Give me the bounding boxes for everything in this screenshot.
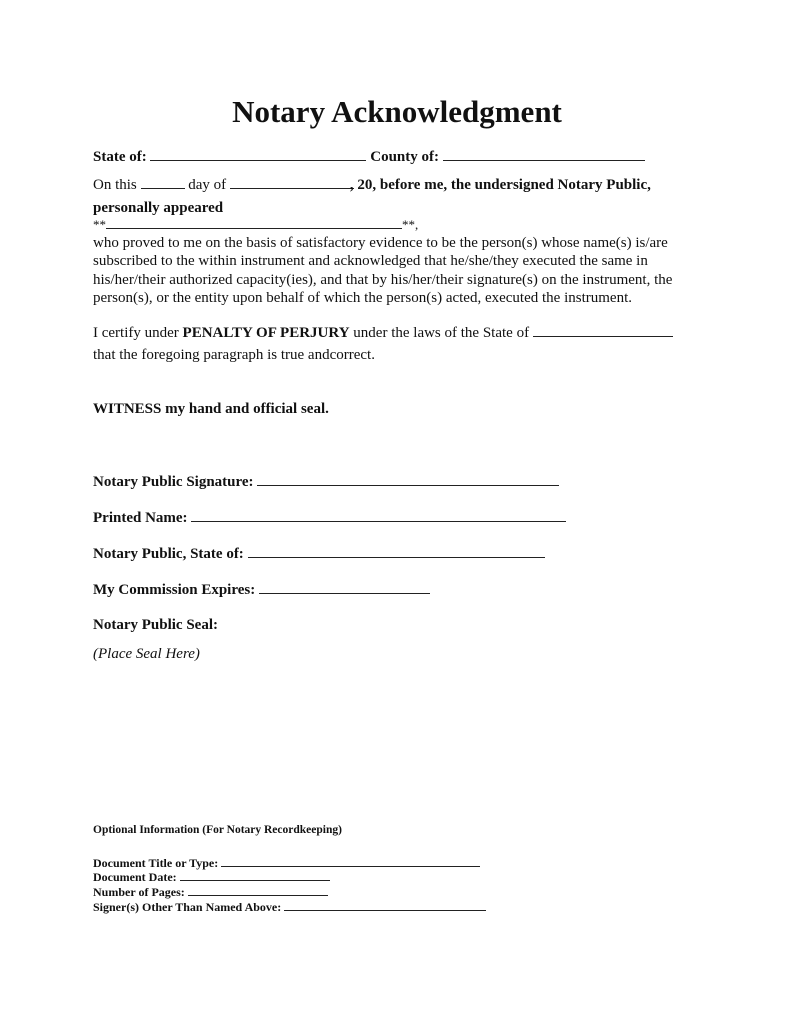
before-me-text: , 20, before me, the undersigned Notary Public, bbox=[349, 177, 651, 193]
seal-label: Notary Public Seal: bbox=[93, 617, 218, 633]
commission-field[interactable] bbox=[259, 580, 430, 594]
state-label: State of: bbox=[93, 149, 147, 165]
page-title: Notary Acknowledgment bbox=[232, 94, 562, 129]
pages-label: Number of Pages: bbox=[93, 885, 185, 899]
printed-name-field[interactable] bbox=[191, 508, 566, 522]
signers-label: Signer(s) Other Than Named Above: bbox=[93, 900, 282, 914]
day-field[interactable] bbox=[141, 175, 185, 189]
seal-hint: (Place Seal Here) bbox=[93, 646, 200, 662]
month-field[interactable] bbox=[230, 175, 354, 189]
printed-name-row bbox=[93, 508, 566, 527]
signature-field[interactable] bbox=[257, 472, 559, 486]
doc-title-row bbox=[93, 856, 480, 871]
pages-field[interactable] bbox=[188, 885, 328, 896]
certify-suffix: under the laws of the State of bbox=[353, 325, 530, 341]
doc-date-field[interactable] bbox=[180, 870, 330, 881]
witness-text: WITNESS my hand and official seal. bbox=[93, 401, 329, 417]
certify-line-2: that the foregoing paragraph is true andcorrect. bbox=[93, 347, 375, 363]
state-field[interactable] bbox=[150, 147, 366, 161]
signer-name-field[interactable] bbox=[106, 218, 402, 229]
perjury-text: PENALTY OF PERJURY bbox=[182, 325, 350, 341]
paragraph-line: person(s), or the entity upon behalf of which the person(s) acted, executed the instrument. bbox=[93, 290, 632, 306]
personally-appeared: personally appeared bbox=[93, 200, 224, 216]
on-this-text: On this bbox=[93, 177, 137, 193]
certify-prefix: I certify under bbox=[93, 325, 179, 341]
county-label: County of: bbox=[370, 149, 439, 165]
paragraph-line: his/her/their authorized capacity(ies), and that by his/her/their signature(s) on the instrument, the bbox=[93, 272, 673, 288]
doc-title-field[interactable] bbox=[221, 856, 480, 867]
signer-name-line bbox=[93, 216, 418, 234]
pages-row bbox=[93, 885, 328, 900]
county-field[interactable] bbox=[443, 147, 645, 161]
printed-name-label: Printed Name: bbox=[93, 510, 188, 526]
paragraph-line: who proved to me on the basis of satisfactory evidence to be the person(s) whose name(s) is/are bbox=[93, 235, 668, 251]
signers-field[interactable] bbox=[284, 900, 486, 911]
doc-date-row bbox=[93, 870, 330, 885]
paragraph-line: subscribed to the within instrument and acknowledged that he/she/they executed the same in bbox=[93, 253, 648, 269]
stars-close: **, bbox=[402, 217, 419, 232]
signature-label: Notary Public Signature: bbox=[93, 474, 254, 490]
stars-open: ** bbox=[93, 217, 106, 232]
doc-date-label: Document Date: bbox=[93, 870, 177, 884]
signature-row bbox=[93, 472, 559, 491]
notary-state-field[interactable] bbox=[248, 544, 545, 558]
certify-state-field[interactable] bbox=[533, 323, 673, 337]
notary-state-row bbox=[93, 544, 545, 563]
commission-row bbox=[93, 580, 430, 599]
optional-heading: Optional Information (For Notary Recordkeeping) bbox=[93, 824, 342, 836]
date-line bbox=[93, 175, 651, 194]
notary-state-label: Notary Public, State of: bbox=[93, 546, 244, 562]
doc-title-label: Document Title or Type: bbox=[93, 856, 219, 870]
state-county-line bbox=[93, 147, 645, 166]
signers-row bbox=[93, 900, 486, 915]
commission-label: My Commission Expires: bbox=[93, 582, 256, 598]
certify-line bbox=[93, 323, 673, 342]
day-of-text: day of bbox=[188, 177, 227, 193]
